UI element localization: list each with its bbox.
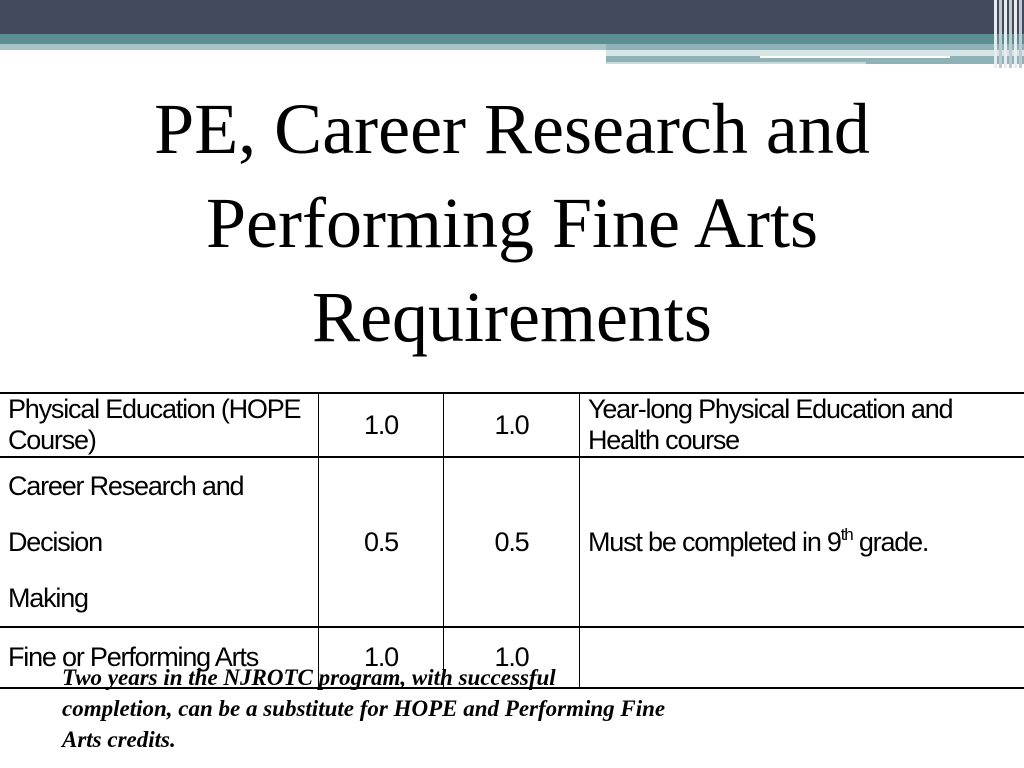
requirements-table: [0, 392, 1024, 689]
table-row: [0, 457, 1024, 627]
header-stripe: [1019, 0, 1022, 68]
header-stripe: [994, 0, 997, 68]
header-stripe: [1004, 0, 1007, 68]
notes-text: grade.: [852, 526, 929, 557]
course-cell: Fine or Performing Arts: [0, 627, 319, 688]
footnote-line: Arts credits.: [62, 727, 176, 752]
header-stripe: [1014, 0, 1017, 68]
notes-cell: Year-long Physical Education and Health course: [580, 393, 1024, 457]
slide-title-line: PE, Career Research and: [154, 89, 870, 169]
footnote-line: completion, can be a substitute for HOPE and Performing Fine: [62, 696, 666, 721]
notes-text: Must be completed in 9: [588, 526, 841, 557]
header-accent-line: [606, 62, 866, 64]
value-cell: 1.0: [319, 393, 444, 457]
value-cell: 1.0: [319, 627, 444, 688]
table-row: [0, 393, 1024, 457]
slide-title-line: Requirements: [312, 277, 712, 357]
header-bar-dark: [0, 0, 1024, 34]
course-cell: [0, 457, 319, 627]
course-cell: Physical Education (HOPE Course): [0, 393, 319, 457]
slide-title-line: Performing Fine Arts: [206, 183, 818, 263]
notes-cell: [580, 457, 1024, 627]
ordinal-suffix: th: [840, 524, 853, 544]
value-cell: 0.5: [444, 457, 580, 627]
header-accent-line: [760, 56, 950, 58]
value-cell: 1.0: [444, 393, 580, 457]
course-line: Career Research and Decision: [8, 471, 244, 557]
footnote-line: Two years in the NJROTC program, with successful: [62, 665, 556, 690]
header-stripe: [999, 0, 1002, 68]
value-cell: 0.5: [319, 457, 444, 627]
value-cell: 1.0: [444, 627, 580, 688]
slide-title: [40, 82, 984, 364]
header-bar-teal: [0, 34, 1024, 44]
footnote: [62, 662, 922, 755]
course-line: Making: [8, 583, 88, 613]
header-stripe: [1009, 0, 1012, 68]
